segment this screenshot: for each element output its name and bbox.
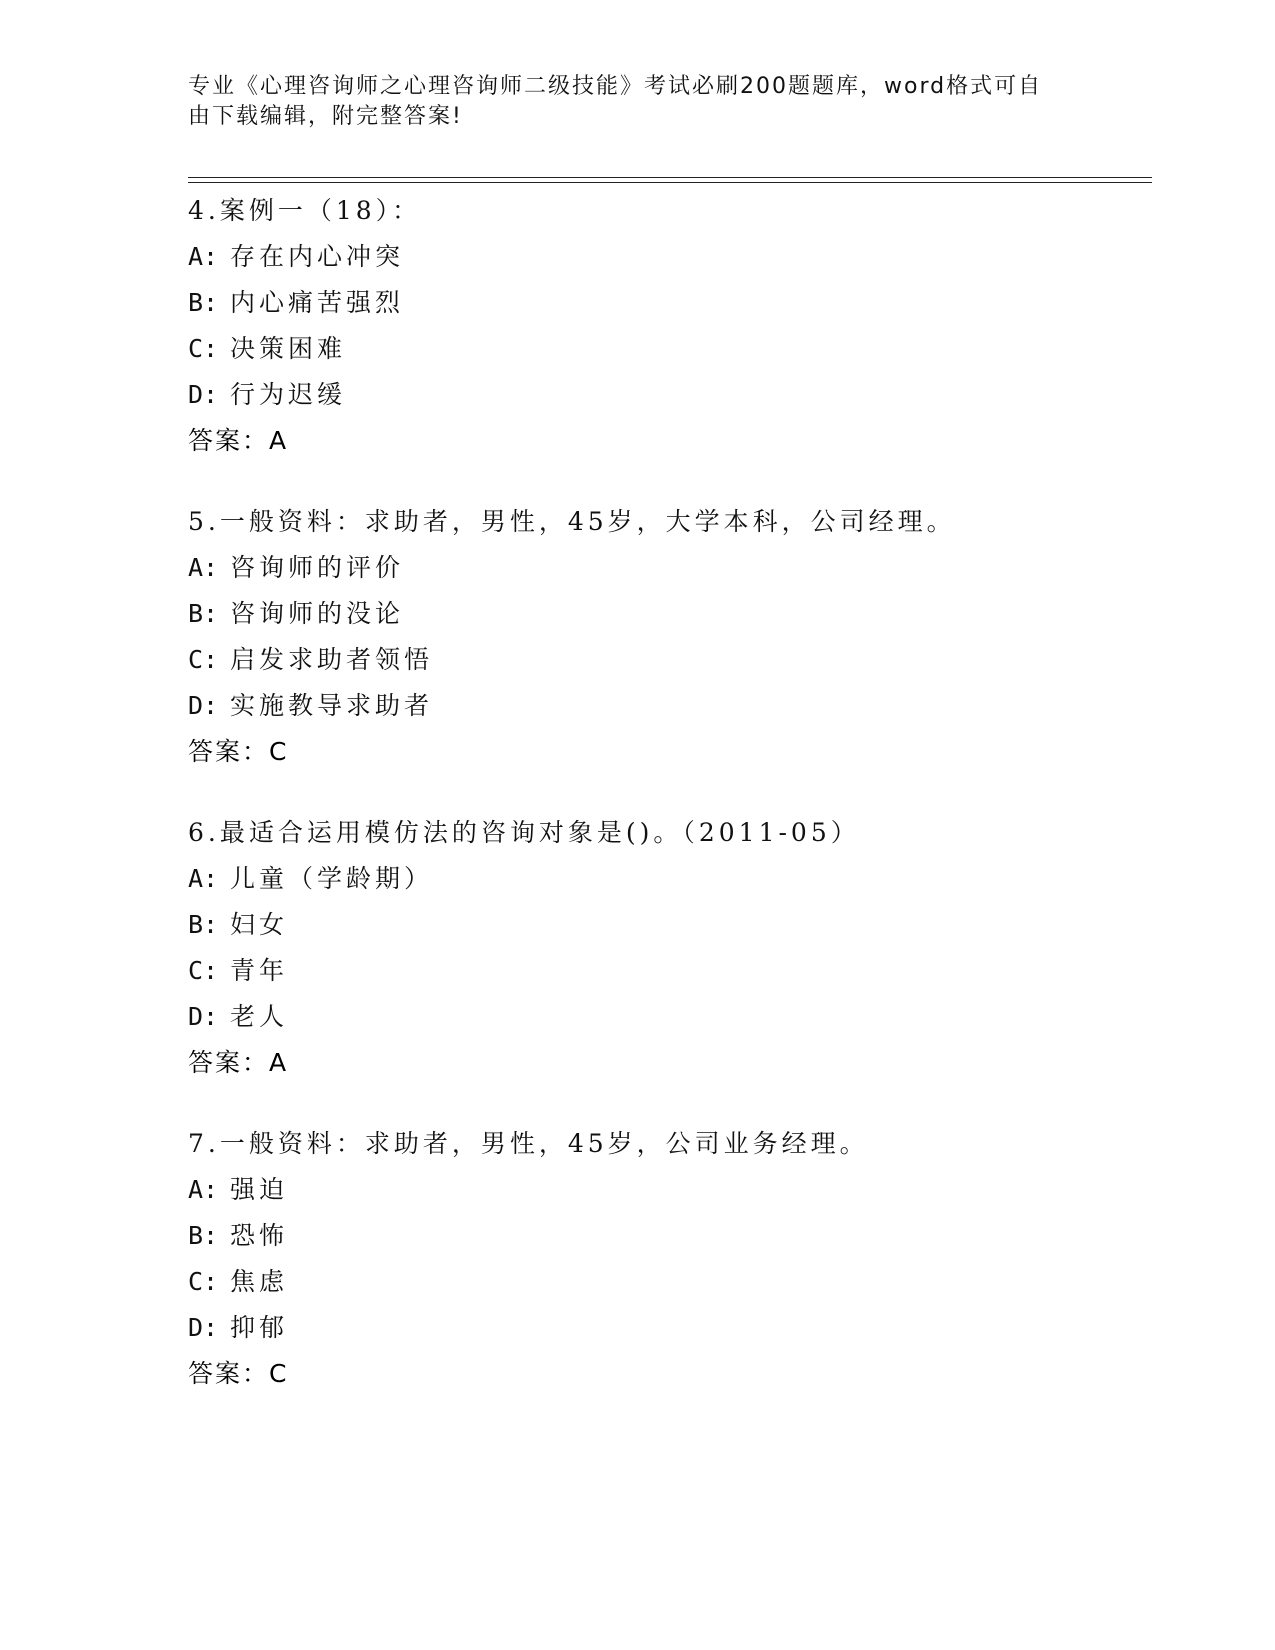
- option-b: [188, 902, 1148, 948]
- option-d: [188, 372, 1148, 418]
- option-text: 焦虑: [230, 1267, 289, 1296]
- header-line-1: 专业《心理咨询师之心理咨询师二级技能》考试必刷200题题库，word格式可自: [188, 74, 1043, 99]
- option-text: 咨询师的没论: [230, 599, 405, 628]
- option-text: 青年: [230, 956, 289, 985]
- option-key: D:: [188, 1002, 219, 1031]
- option-key: C:: [188, 956, 219, 985]
- option-c: [188, 1259, 1148, 1305]
- option-a: [188, 856, 1148, 902]
- question-stem: 6.最适合运用模仿法的咨询对象是()。（2011-05）: [188, 818, 860, 847]
- option-text: 实施教导求助者: [230, 691, 434, 720]
- option-text: 妇女: [230, 910, 289, 939]
- question-item: [188, 499, 1148, 775]
- option-key: B:: [188, 1221, 219, 1250]
- option-b: [188, 1213, 1148, 1259]
- option-text: 强迫: [230, 1175, 289, 1204]
- option-key: D:: [188, 380, 219, 409]
- question-item: [188, 810, 1148, 1086]
- option-text: 启发求助者领悟: [230, 645, 434, 674]
- option-text: 老人: [230, 1002, 289, 1031]
- option-c: [188, 637, 1148, 683]
- option-text: 内心痛苦强烈: [230, 288, 405, 317]
- option-key: A:: [188, 553, 219, 582]
- answer-line: 答案：A: [188, 1048, 289, 1077]
- option-text: 咨询师的评价: [230, 553, 405, 582]
- option-key: C:: [188, 645, 219, 674]
- option-b: [188, 591, 1148, 637]
- header-divider-bottom: [188, 182, 1152, 183]
- option-c: [188, 948, 1148, 994]
- option-text: 决策困难: [230, 334, 347, 363]
- question-item: [188, 1121, 1148, 1397]
- option-key: B:: [188, 910, 219, 939]
- option-key: D:: [188, 691, 219, 720]
- option-c: [188, 326, 1148, 372]
- option-key: A:: [188, 864, 219, 893]
- question-stem: 5.一般资料：求助者，男性，45岁，大学本科，公司经理。: [188, 507, 956, 536]
- option-a: [188, 545, 1148, 591]
- question-stem: 4.案例一（18）：: [188, 196, 422, 225]
- option-key: C:: [188, 1267, 219, 1296]
- option-a: [188, 1167, 1148, 1213]
- option-text: 恐怖: [230, 1221, 289, 1250]
- document-header: [188, 72, 1068, 132]
- option-d: [188, 1305, 1148, 1351]
- option-d: [188, 994, 1148, 1040]
- option-key: B:: [188, 599, 219, 628]
- option-text: 儿童（学龄期）: [230, 864, 434, 893]
- header-divider-top: [188, 177, 1152, 178]
- option-text: 行为迟缓: [230, 380, 347, 409]
- option-key: B:: [188, 288, 219, 317]
- option-key: C:: [188, 334, 219, 363]
- question-item: [188, 188, 1148, 464]
- answer-line: 答案：C: [188, 737, 289, 766]
- option-key: A:: [188, 242, 219, 271]
- option-text: 存在内心冲突: [230, 242, 405, 271]
- option-key: A:: [188, 1175, 219, 1204]
- question-stem: 7.一般资料：求助者，男性，45岁，公司业务经理。: [188, 1129, 869, 1158]
- option-d: [188, 683, 1148, 729]
- answer-line: 答案：A: [188, 426, 289, 455]
- header-line-2: 由下载编辑，附完整答案!: [188, 104, 463, 129]
- option-a: [188, 234, 1148, 280]
- option-b: [188, 280, 1148, 326]
- answer-line: 答案：C: [188, 1359, 289, 1388]
- option-text: 抑郁: [230, 1313, 289, 1342]
- question-list: [188, 188, 1148, 1432]
- option-key: D:: [188, 1313, 219, 1342]
